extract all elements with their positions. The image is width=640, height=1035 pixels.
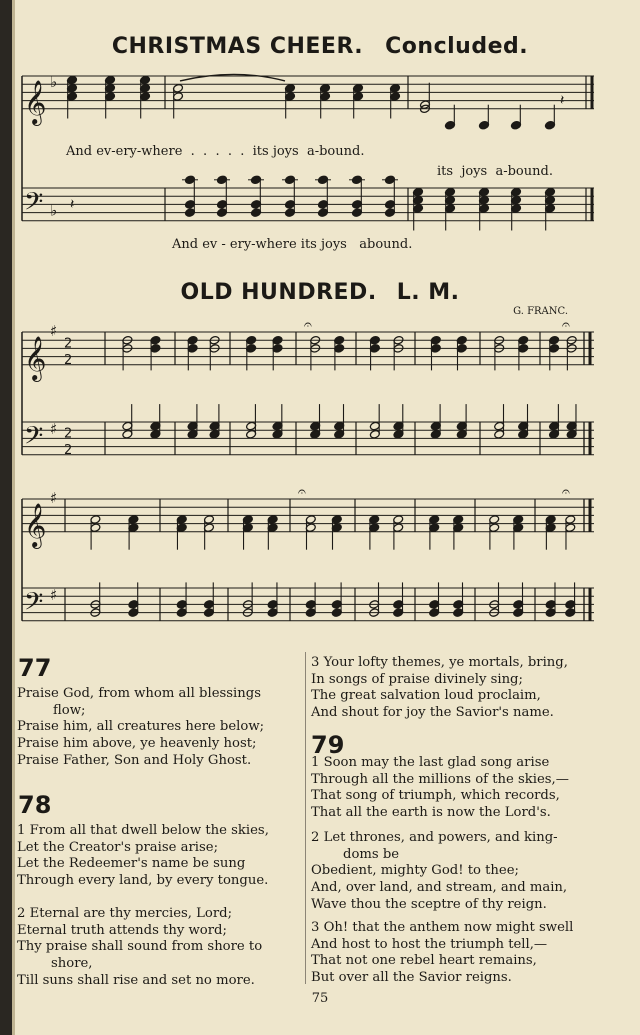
hymn-79-stanza-2 xyxy=(311,830,567,914)
verse-line: Thy praise shall sound from shore to xyxy=(17,939,263,955)
verse-line: 2 Eternal are thy mercies, Lord; xyxy=(17,906,233,921)
bass-clef: 𝄢 xyxy=(24,187,44,223)
verse-line: Obedient, mighty God! to thee; xyxy=(311,863,519,879)
sharp-key-signature: ♯ xyxy=(50,322,58,340)
verse-line: The great salvation loud proclaim, xyxy=(311,688,541,704)
time-signature-bottom: 2 xyxy=(64,442,73,458)
song-title-text: OLD HUNDRED. xyxy=(180,280,377,305)
time-signature-top: 2 xyxy=(64,336,73,352)
verse-line: Through every land, by every tongue. xyxy=(17,873,269,889)
verse-line: 3 Oh! that the anthem now might swell xyxy=(311,920,574,935)
verse-line: That song of triumph, which records, xyxy=(311,788,560,804)
hymn-78-stanza-1 xyxy=(17,823,269,890)
time-signature-top: 2 xyxy=(64,426,73,442)
verse-line: Let the Redeemer's name be sung xyxy=(17,856,246,872)
verse-line: 1 Soon may the last glad song arise xyxy=(311,755,550,770)
flat-key-signature: ♭ xyxy=(50,201,58,220)
verse-line: 3 Your lofty themes, ye mortals, bring, xyxy=(311,655,568,670)
verse-line: That not one rebel heart remains, xyxy=(311,953,537,969)
flat-key-signature: ♭ xyxy=(50,73,58,92)
verse-line: That all the earth is now the Lord's. xyxy=(311,805,551,821)
treble-clef: 𝄞 xyxy=(24,335,47,380)
verse-line: doms be xyxy=(343,846,400,862)
verse-line: Let the Creator's praise arise; xyxy=(17,839,219,855)
verse-line: flow; xyxy=(53,702,86,718)
time-signature-bottom: 2 xyxy=(64,352,73,368)
verse-line: Praise him above, ye heavenly host; xyxy=(17,736,257,752)
lyric-line-1: And ev-ery-where . . . . . its joys a-bound. xyxy=(66,144,365,159)
verse-line: Till suns shall rise and set no more. xyxy=(17,972,255,988)
song-meter: L. M. xyxy=(396,280,460,305)
verse-line: Wave thou the sceptre of thy reign. xyxy=(311,896,547,912)
hymn-number: 79 xyxy=(311,731,345,759)
sharp-key-signature: ♯ xyxy=(50,420,58,439)
tie xyxy=(180,74,285,80)
hymn-77-text xyxy=(17,686,264,770)
bass-clef: 𝄢 xyxy=(24,587,44,623)
verse-line: And host to host the triumph tell,— xyxy=(311,936,548,952)
rest: 𝄽 xyxy=(70,196,75,213)
treble-clef: 𝄞 xyxy=(24,502,47,547)
verse-line: shore, xyxy=(51,956,93,972)
sharp-key-signature: ♯ xyxy=(50,489,58,507)
fermata: 𝄐 xyxy=(562,317,570,333)
treble-clef: 𝄞 xyxy=(24,79,47,124)
song-title-suffix: Concluded. xyxy=(385,34,529,59)
fermata: 𝄐 xyxy=(298,484,306,500)
verse-line: In songs of praise divinely sing; xyxy=(311,671,523,687)
hymn-number: 78 xyxy=(18,791,52,819)
verse-line: And, over land, and stream, and main, xyxy=(311,880,568,896)
verse-line: Praise Father, Son and Holy Ghost. xyxy=(17,752,252,768)
fermata: 𝄐 xyxy=(304,317,312,333)
hymn-79-stanza-3 xyxy=(311,920,573,987)
hymn-78-stanza-2 xyxy=(17,906,262,990)
verse-line: 2 Let thrones, and powers, and king- xyxy=(311,830,558,845)
verse-line: But over all the Savior reigns. xyxy=(311,970,512,986)
lyric-line-2: its joys a-bound. xyxy=(437,164,553,179)
verse-line: Praise God, from whom all blessings xyxy=(17,686,261,701)
page-number: 75 xyxy=(311,991,329,1006)
verse-line: And shout for joy the Savior's name. xyxy=(311,705,554,721)
sharp-key-signature: ♯ xyxy=(50,586,58,605)
hymn-number: 77 xyxy=(18,654,52,682)
column-divider xyxy=(305,652,306,984)
song-title-text: CHRISTMAS CHEER. xyxy=(111,34,364,59)
verse-line: Praise him, all creatures here below; xyxy=(17,719,265,735)
hymn-78-stanza-3 xyxy=(311,655,568,722)
hymn-79-stanza-1 xyxy=(311,755,569,822)
verse-line: Through all the millions of the skies,— xyxy=(311,771,569,787)
lyric-line-3: And ev - ery-where its joys abound. xyxy=(172,237,413,252)
rest: 𝄽 xyxy=(560,92,565,109)
composer-credit: G. FRANC. xyxy=(513,306,568,317)
verse-line: Eternal truth attends thy word; xyxy=(17,922,227,938)
fermata: 𝄐 xyxy=(562,484,570,500)
bass-clef: 𝄢 xyxy=(24,421,44,457)
verse-line: 1 From all that dwell below the skies, xyxy=(17,823,269,838)
